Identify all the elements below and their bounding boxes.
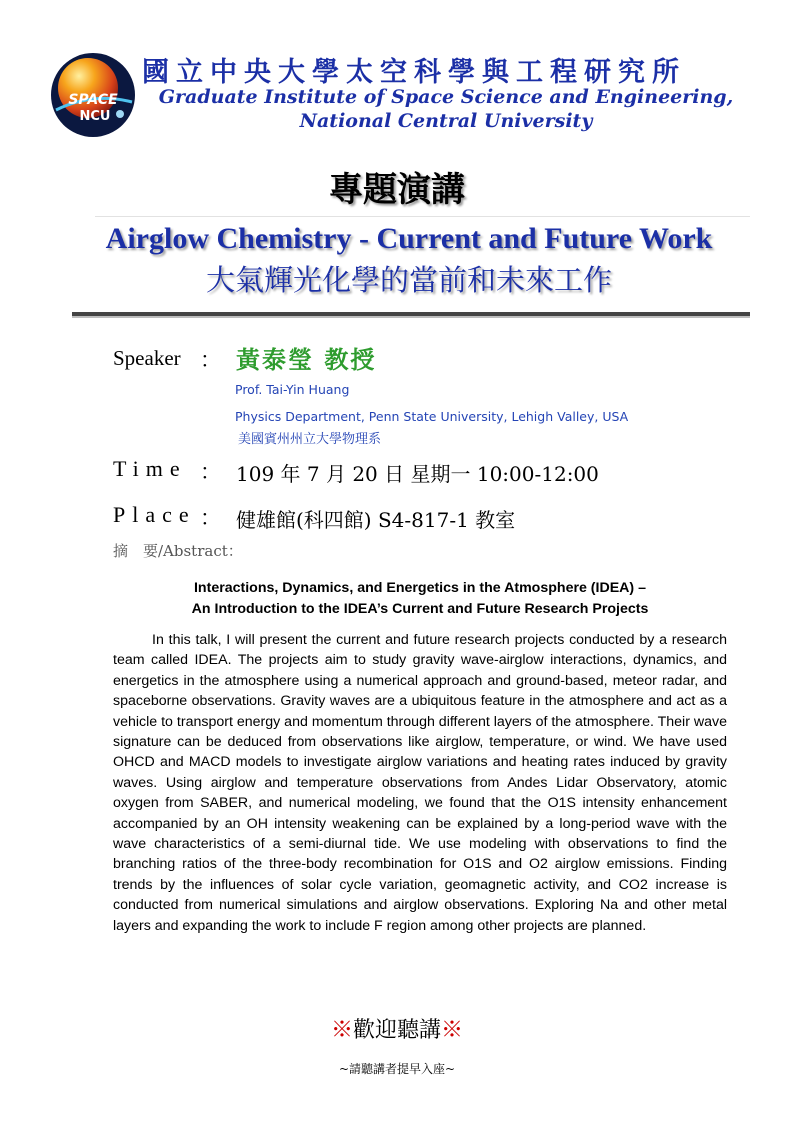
time-colon: ： bbox=[200, 460, 221, 484]
institute-name-zh: 國立中央大學太空科學與工程研究所 bbox=[142, 57, 686, 88]
welcome-text: 歡迎聽講 bbox=[352, 1018, 441, 1043]
talk-title-zh: 大氣輝光化學的當前和未來工作 bbox=[205, 263, 612, 297]
reference-mark-right: ※ bbox=[441, 1018, 464, 1043]
abstract-title-line2: An Introduction to the IDEA’s Current and Future Research Projects bbox=[191, 601, 649, 617]
place-colon: ： bbox=[200, 506, 221, 530]
title-bottom-divider-shadow bbox=[72, 316, 750, 318]
speaker-name-zh: 黃泰瑩 教授 bbox=[236, 345, 377, 374]
place-value: 健雄館(科四館) S4-817-1 教室 bbox=[236, 508, 516, 532]
welcome-banner bbox=[0, 1013, 794, 1044]
institute-name-en-line1: Graduate Institute of Space Science and Engineering, bbox=[158, 86, 734, 108]
time-value: 109 年 7 月 20 日 星期一 10:00-12:00 bbox=[236, 462, 599, 486]
talk-title-en: Airglow Chemistry - Current and Future Work bbox=[105, 222, 713, 255]
speaker-colon: ： bbox=[200, 348, 221, 372]
talk-type-heading: 專題演講 bbox=[329, 170, 465, 210]
abstract-label: 摘 要/Abstract： bbox=[113, 542, 243, 560]
speaker-name-en: Prof. Tai-Yin Huang bbox=[235, 382, 350, 397]
arrival-note: ~請聽講者提早入座~ bbox=[338, 1062, 456, 1076]
institute-logo bbox=[50, 52, 136, 138]
institute-name-en-line2: National Central University bbox=[299, 110, 593, 132]
speaker-affiliation-zh: 美國賓州州立大學物理系 bbox=[238, 432, 382, 447]
logo-text-space: SPACE bbox=[68, 92, 118, 108]
place-label: Place bbox=[113, 502, 196, 527]
abstract-body: In this talk, I will present the current and future research projects conducted by a research team called IDEA. The projects aim to study gravity wave-airglow interactions, dynamics, and energetics in the atmosphere using a numerical approach and ground-based, meteor radar, and spaceborne observations. Gravity waves are a ubiquitous feature in the atmosphere and act as a vehicle to transport energy and momentum through different layers of the atmosphere. Their wave signature can be deduced from observations like airglow, temperature, or wind. We have used OHCD and MACD models to investigate airglow variations and heating rates induced by gravity waves. Using airglow and temperature observations from Andes Lidar Observatory, atomic oxygen from SABER, and numerical modeling, we found that the O1S intensity enhancement accompanied by an OH intensity weakening can be explained by a long-period wave with the wave characteristics of a semi-diurnal tide. We use modeling with observations to find the branching ratios of the three-body recombination for O1S and O2 airglow emissions. Finding trends by the influences of solar cycle variation, geomagnetic activity, and CO2 increase is conducted from numerical simulations and airglow observations. Exploring Na and other metal layers and expanding the work to include F region among other projects are planned. bbox=[113, 632, 727, 934]
reference-mark-left: ※ bbox=[330, 1018, 353, 1043]
logo-text-ncu: NCU bbox=[79, 109, 111, 124]
speaker-label: Speaker bbox=[113, 346, 181, 370]
abstract-title-line1: Interactions, Dynamics, and Energetics in the Atmosphere (IDEA) – bbox=[193, 580, 646, 596]
time-label: Time bbox=[113, 456, 187, 481]
speaker-affiliation-en: Physics Department, Penn State University, Lehigh Valley, USA bbox=[235, 409, 629, 424]
title-top-divider bbox=[95, 216, 750, 217]
